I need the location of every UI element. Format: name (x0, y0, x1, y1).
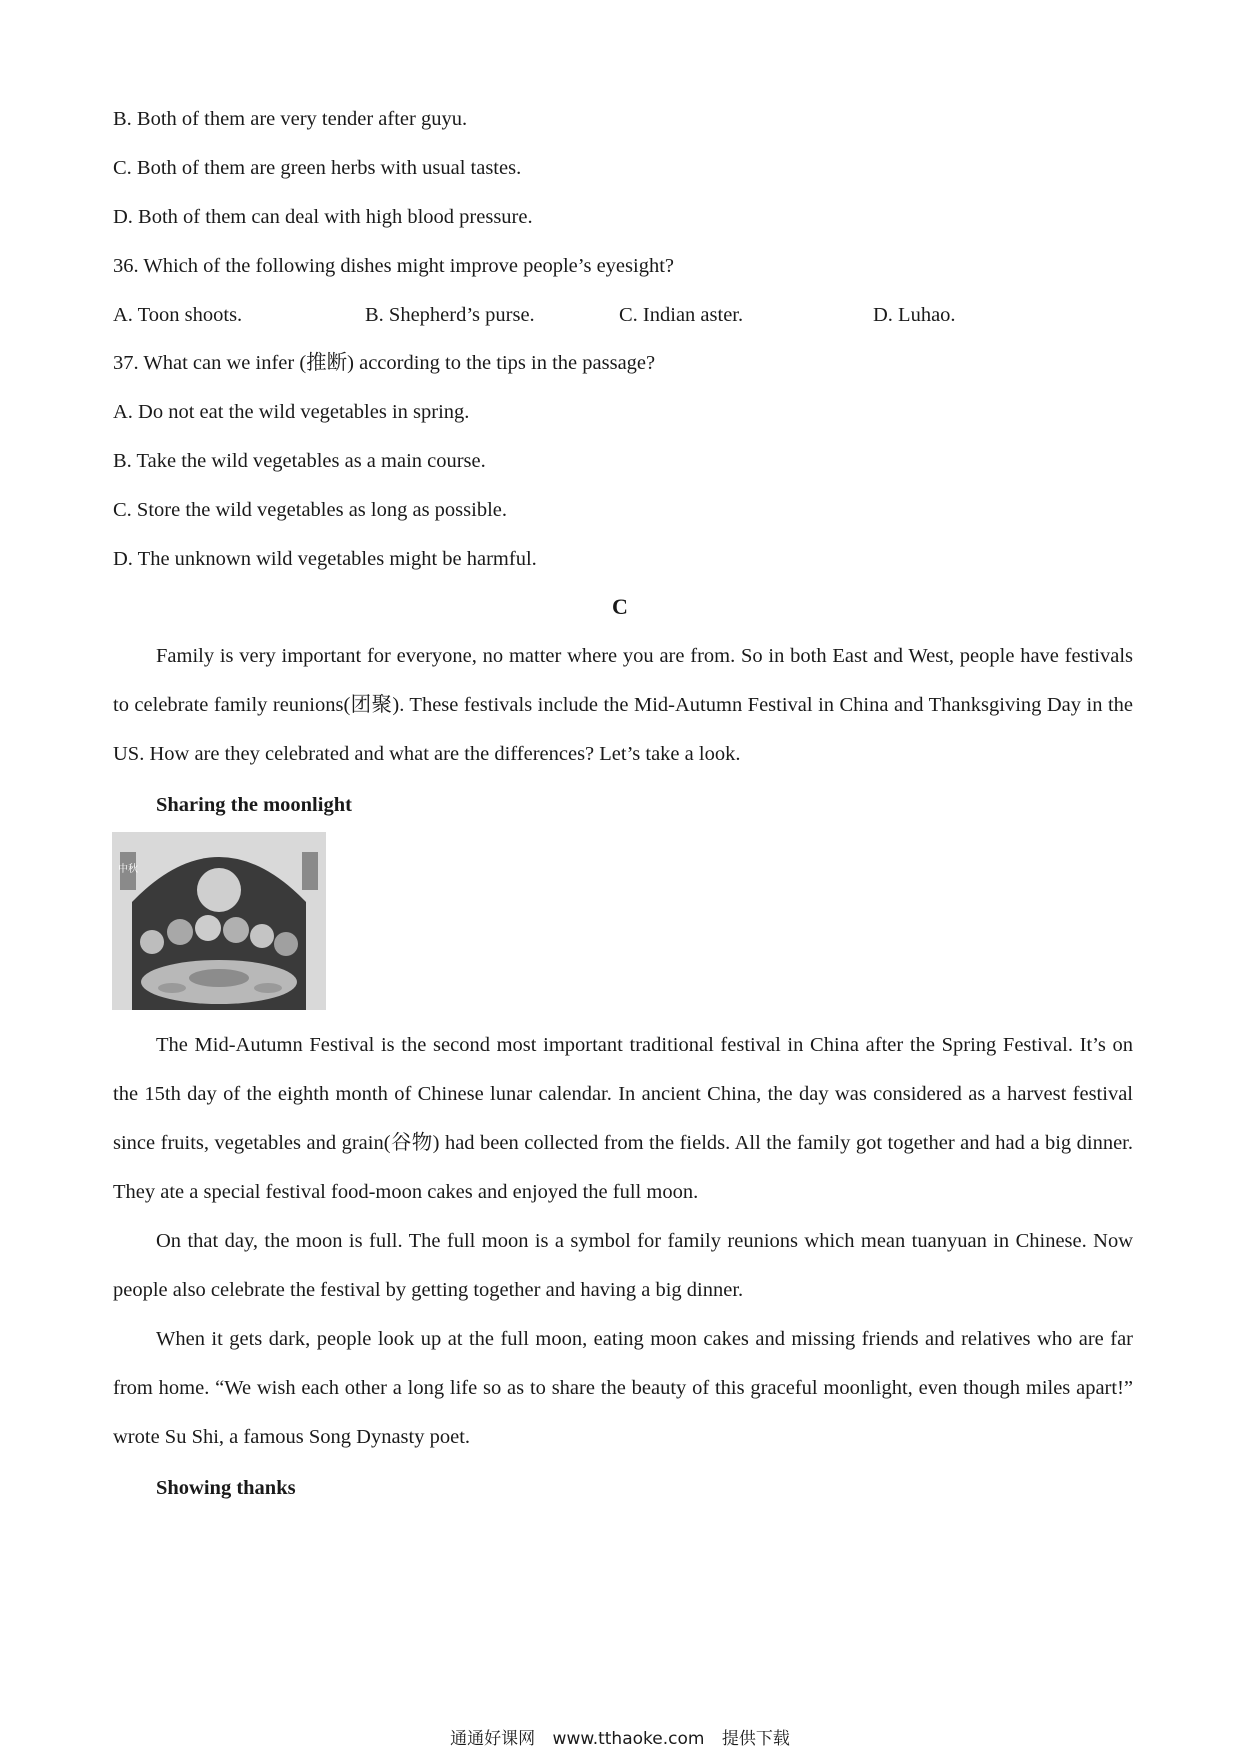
paragraph-full-moon-text: On that day, the moon is full. The full moon is a symbol for family reunions which mean tuanyuan in Chinese. Now people also celebrate the festival by getting together and having a big dinner. (113, 1230, 1133, 1301)
paragraph-su-shi (113, 1315, 1133, 1462)
paragraph-full-moon (113, 1217, 1133, 1315)
footer-note: 提供下载 (721, 1729, 790, 1749)
q37-option-a: A. Do not eat the wild vegetables in spring. (113, 401, 470, 423)
paragraph-mid-autumn (113, 1021, 1133, 1217)
subheading-moonlight: Sharing the moonlight (156, 794, 352, 816)
q35-option-d: D. Both of them can deal with high blood pressure. (113, 206, 533, 228)
footer-site-name: 通通好课网 (450, 1729, 536, 1749)
q37-option-b: B. Take the wild vegetables as a main course. (113, 450, 486, 472)
q37-option-d: D. The unknown wild vegetables might be harmful. (113, 548, 537, 570)
footer-url[interactable]: www.tthaoke.com (552, 1729, 705, 1749)
q36-option-c: C. Indian aster. (619, 304, 744, 326)
page-footer (0, 1728, 1240, 1750)
subheading-thanks: Showing thanks (156, 1477, 296, 1499)
q36-option-b: B. Shepherd’s purse. (365, 304, 535, 326)
family-dinner-picture (112, 832, 326, 1010)
q36-option-a: A. Toon shoots. (113, 304, 243, 326)
paragraph-su-shi-text: When it gets dark, people look up at the full moon, eating moon cakes and missing friends and relatives who are far from home. “We wish each other a long life so as to share the beauty of this graceful moonlight, even though miles apart!” wrote Su Shi, a famous Song Dynasty poet. (113, 1328, 1133, 1448)
festival-dinner-illustration (112, 832, 326, 1010)
q36-option-d: D. Luhao. (873, 304, 956, 326)
q36-question: 36. Which of the following dishes might improve people’s eyesight? (113, 255, 674, 277)
q35-option-b: B. Both of them are very tender after guyu. (113, 108, 468, 130)
q37-question: 37. What can we infer (推断) according to the tips in the passage? (113, 352, 656, 374)
paragraph-mid-autumn-text: The Mid-Autumn Festival is the second most important traditional festival in China after the Spring Festival. It’s on the 15th day of the eighth month of Chinese lunar calendar. In ancient China, the day was considered as a harvest festival since fruits, vegetables and grain(谷物) had been collected from the fields. All the family got together and had a big dinner. They ate a special festival food-moon cakes and enjoyed the full moon. (113, 1034, 1133, 1203)
q35-option-c: C. Both of them are green herbs with usual tastes. (113, 157, 522, 179)
section-heading: C (612, 594, 628, 619)
q37-option-c: C. Store the wild vegetables as long as possible. (113, 499, 507, 521)
lantern-sign-label: 中秋 (118, 864, 138, 875)
intro-paragraph (113, 632, 1133, 779)
intro-paragraph-text: Family is very important for everyone, no matter where you are from. So in both East and West, people have festivals to celebrate family reunions(团聚). These festivals include the Mid-Autumn Festival in China and Thanksgiving Day in the US. How are they celebrated and what are the differences? Let’s take a look. (113, 645, 1133, 765)
